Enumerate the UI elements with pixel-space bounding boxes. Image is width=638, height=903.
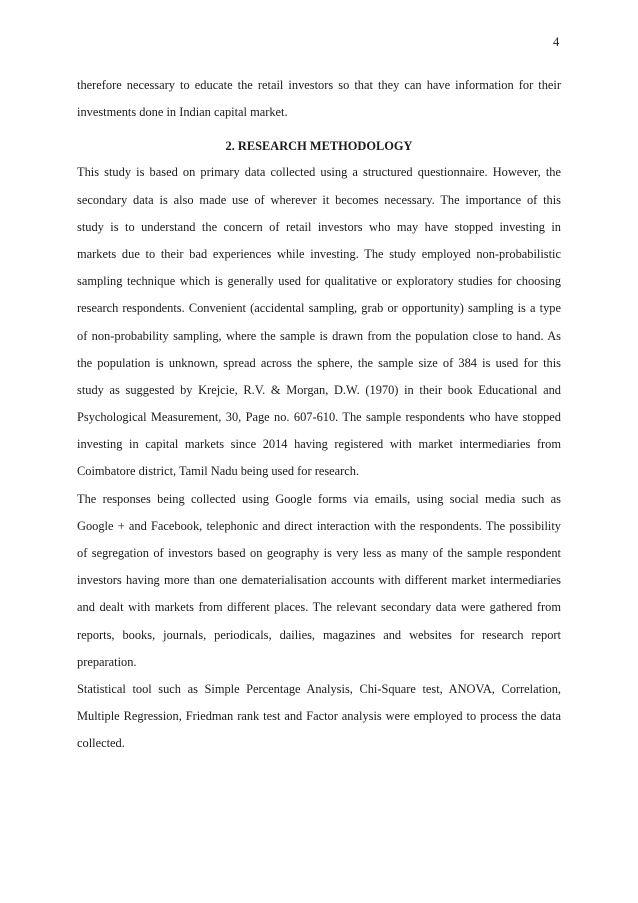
paragraph3-line-3: collected. — [77, 736, 125, 751]
paragraph1-line-3: study is to understand the concern of retail investors who may have stopped investing in — [77, 219, 561, 234]
paragraph2-line-2: Google + and Facebook, telephonic and direct interaction with the respondents. The possibility — [77, 518, 561, 533]
paragraph1-line-6: research respondents. Convenient (accidental sampling, grab or opportunity) sampling is a type — [77, 301, 561, 316]
paragraph1-line-2: secondary data is also made use of wherever it becomes necessary. The importance of this — [77, 192, 561, 207]
intro-line-2: investments done in Indian capital market. — [77, 105, 288, 120]
paragraph2-line-6: reports, books, journals, periodicals, dailies, magazines and websites for research report — [77, 627, 561, 642]
paragraph1-line-11: investing in capital markets since 2014 having registered with market intermediaries from — [77, 437, 561, 452]
paragraph1-line-8: the population is unknown, spread across the sphere, the sample size of 384 is used for this — [77, 355, 561, 370]
paragraph1-line-12: Coimbatore district, Tamil Nadu being used for research. — [77, 464, 360, 479]
paragraph2-line-3: of segregation of investors based on geography is very less as many of the sample respondent — [77, 546, 561, 560]
section-heading: 2. RESEARCH METHODOLOGY — [225, 139, 413, 154]
paragraph1-line-5: sampling technique which is generally used for qualitative or exploratory studies for choosing — [77, 274, 561, 289]
page-body — [77, 72, 561, 758]
paragraph-data-collection — [77, 486, 561, 676]
paragraph1-line-9: study as suggested by Krejcie, R.V. & Morgan, D.W. (1970) in their book Educational and — [77, 382, 561, 397]
paragraph-statistical-tools — [77, 676, 561, 758]
paragraph-research-design — [77, 159, 561, 485]
paragraph2-line-4: investors having more than one dematerialisation accounts with different market intermediaries — [77, 573, 561, 588]
paragraph1-line-7: of non-probability sampling, where the sample is drawn from the population close to hand. As — [77, 328, 561, 343]
paragraph2-line-1: The responses being collected using Google forms via emails, using social media such as — [77, 491, 561, 506]
paragraph1-line-4: markets due to their bad experiences while investing. The study employed non-probabilistic — [77, 246, 561, 261]
paragraph1-line-1: This study is based on primary data collected using a structured questionnaire. However, the — [77, 165, 561, 180]
page-number: 4 — [553, 35, 560, 49]
paragraph2-line-7: preparation. — [77, 654, 137, 669]
paragraph1-line-10: Psychological Measurement, 30, Page no. 607-610. The sample respondents who have stopped — [77, 410, 561, 425]
paragraph2-line-5: and dealt with markets from different places. The relevant secondary data were gathered from — [77, 600, 561, 615]
paragraph3-line-2: Multiple Regression, Friedman rank test and Factor analysis were employed to process the data — [77, 709, 561, 724]
intro-line-1: therefore necessary to educate the retail investors so that they can have information for their — [77, 78, 561, 92]
paragraph3-line-1: Statistical tool such as Simple Percentage Analysis, Chi-Square test, ANOVA, Correlation, — [77, 681, 561, 696]
